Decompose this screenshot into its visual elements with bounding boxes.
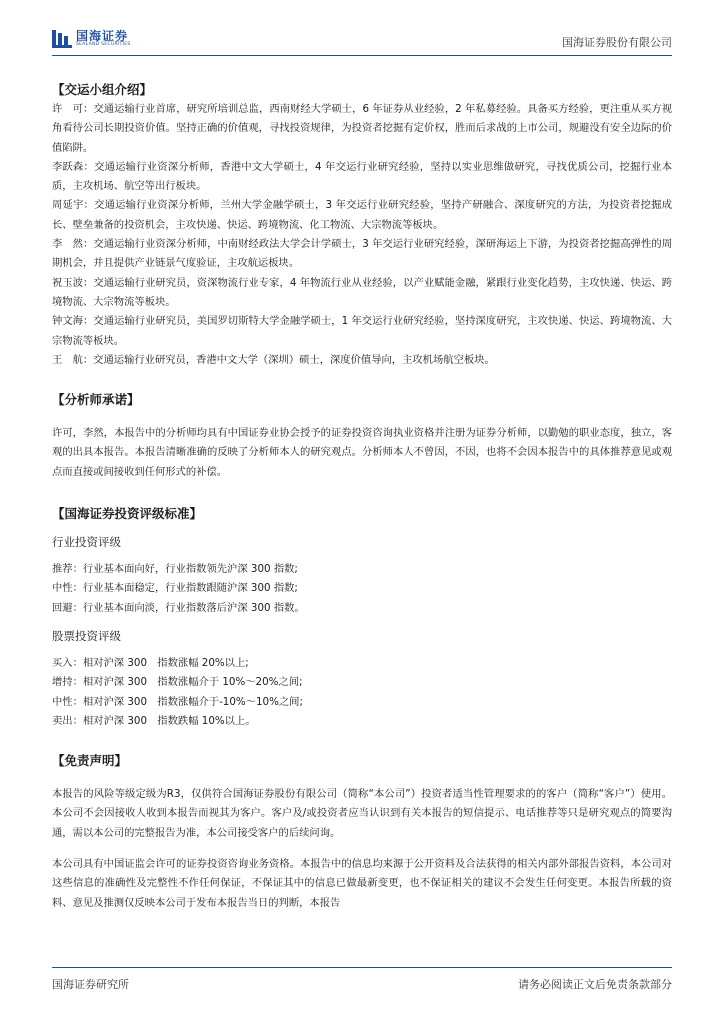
page-content bbox=[52, 80, 672, 913]
industry-rating-heading: 行业投资评级 bbox=[52, 535, 121, 550]
team-member: 祝玉波：交通运输行业研究员，资深物流行业专家，4 年物流行业从业经验，以产业赋能金融，紧跟行业变化趋势，主攻快递、快运、跨境物流、大宗物流等板块。 bbox=[52, 276, 672, 308]
industry-rating-list bbox=[52, 560, 672, 618]
logo-name-en: SEALAND SECURITIES bbox=[76, 42, 131, 48]
disclaimer-paragraph: 本报告的风险等级定级为R3，仅供符合国海证券股份有限公司（简称“本公司”）投资者适当性管理要求的的客户（简称“客户”）使用。本公司不会因接收人收到本报告而视其为客户。客户及/或投资者应当认识到有关本报告的短信提示、电话推荐等只是研究观点的简要沟通，需以本公司的完整报告为准，本公司接受客户的后续问询。 bbox=[52, 788, 672, 839]
commitment-text: 许可，李然，本报告中的分析师均具有中国证券业协会授予的证券投资咨询执业资格并注册为证券分析师，以勤勉的职业态度，独立，客观的出具本报告。本报告清晰准确的反映了分析师本人的研究观点。分析师本人不曾因，不因，也将不会因本报告中的具体推荐意见或观点而直接或间接收到任何形式的补偿。 bbox=[52, 427, 672, 478]
industry-rating-item: 推荐：行业基本面向好，行业指数领先沪深 300 指数; bbox=[52, 563, 298, 576]
stock-rating-item: 中性：相对沪深 300 指数涨幅介于-10%～10%之间; bbox=[52, 695, 303, 708]
company-logo bbox=[52, 30, 131, 48]
logo-name-cn: 国海证券 bbox=[76, 29, 129, 44]
team-member: 钟文海：交通运输行业研究员，美国罗切斯特大学金融学硕士，1 年交运行业研究经验，坚持深度研究，主攻快递、快运、跨境物流、大宗物流等板块。 bbox=[52, 315, 672, 347]
team-member: 李 然：交通运输行业资深分析师，中南财经政法大学会计学硕士，3 年交运行业研究经验，深研海运上下游，为投资者挖掘高弹性的周期机会，并且提供产业链景气度验证，主攻航运板块。 bbox=[52, 238, 672, 270]
team-member: 王 航：交通运输行业研究员，香港中文大学（深圳）硕士，深度价值导向，主攻机场航空板块。 bbox=[52, 353, 495, 366]
header-company-name: 国海证券股份有限公司 bbox=[562, 36, 672, 49]
disclaimer-paragraph: 本公司具有中国证监会许可的证券投资咨询业务资格。本报告中的信息均来源于公开资料及合法获得的相关内部外部报告资料，本公司对这些信息的准确性及完整性不作任何保证，不保证其中的信息已做最新变更，也不保证相关的建议不会发生任何变更。本报告所载的资料、意见及推测仅反映本公司于发布本报告当日的判断，本报告 bbox=[52, 858, 672, 909]
stock-rating-item: 增持：相对沪深 300 指数涨幅介于 10%～20%之间; bbox=[52, 676, 303, 689]
footer-notice: 请务必阅读正文后免责条款部分 bbox=[518, 978, 672, 991]
logo-mark-icon bbox=[52, 30, 72, 48]
stock-rating-item: 卖出：相对沪深 300 指数跌幅 10%以上。 bbox=[52, 714, 256, 727]
team-member: 周延宇：交通运输行业资深分析师，兰州大学金融学硕士，3 年交运行业研究经验，坚持产研融合、深度研究的方法，为投资者挖掘成长、壁垒兼备的投资机会，主攻快递、快运、跨境物流、化工物流、大宗物流等板块。 bbox=[52, 199, 672, 231]
disclaimer-section-title: 【免责声明】 bbox=[52, 753, 128, 769]
stock-rating-heading: 股票投资评级 bbox=[52, 628, 121, 643]
team-member-list bbox=[52, 100, 672, 370]
commitment-section-title: 【分析师承诺】 bbox=[52, 392, 140, 408]
header-divider bbox=[52, 55, 672, 56]
page-header bbox=[52, 28, 672, 54]
team-member: 许 可：交通运输行业首席，研究所培训总监，西南财经大学硕士，6 年证券从业经验，2 年私募经验。具备买方经验，更注重从买方视角看待公司长期投资价值。坚持正确的价值观，寻找投资规律，为投资者挖掘有定价权，胜而后求战的上市公司，规避没有安全边际的价值陷阱。 bbox=[52, 103, 672, 154]
team-section-title: 【交运小组介绍】 bbox=[52, 82, 153, 97]
stock-rating-item: 买入：相对沪深 300 指数涨幅 20%以上; bbox=[52, 656, 249, 669]
footer-divider bbox=[52, 967, 672, 968]
stock-rating-list bbox=[52, 654, 672, 731]
industry-rating-item: 中性：行业基本面稳定，行业指数跟随沪深 300 指数; bbox=[52, 582, 298, 595]
rating-section-title: 【国海证券投资评级标准】 bbox=[52, 506, 203, 522]
team-member: 李跃森：交通运输行业资深分析师，香港中文大学硕士，4 年交运行业研究经验，坚持以实业思维做研究，寻找优质公司，挖掘行业本质，主攻机场、航空等出行板块。 bbox=[52, 160, 672, 193]
industry-rating-item: 回避：行业基本面向淡，行业指数落后沪深 300 指数。 bbox=[52, 601, 305, 614]
footer-institute: 国海证券研究所 bbox=[52, 978, 129, 991]
